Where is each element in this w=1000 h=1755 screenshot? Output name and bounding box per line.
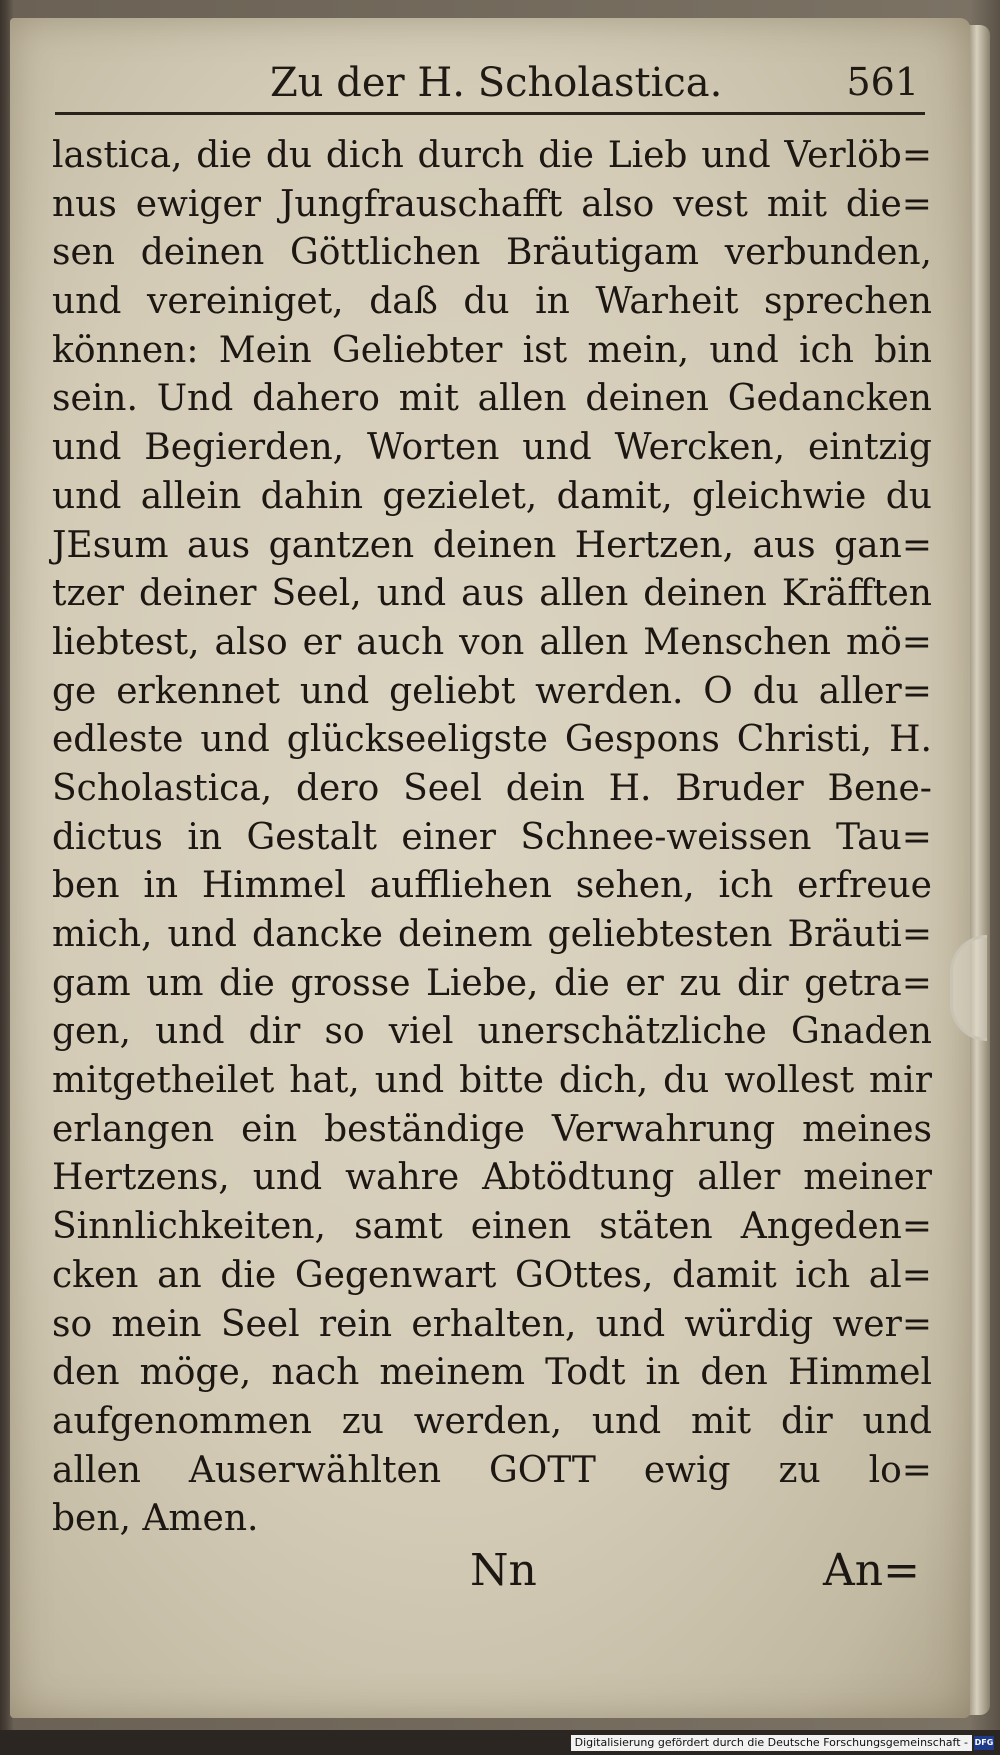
- word: von: [459, 621, 525, 663]
- word: gan=: [834, 524, 932, 566]
- word: und: [52, 475, 122, 517]
- word: glückseeligste: [286, 719, 548, 761]
- word: mir: [869, 1060, 932, 1102]
- word: und: [167, 914, 237, 955]
- word: stäten: [599, 1206, 713, 1248]
- word: sein.: [52, 378, 138, 420]
- word: ich: [799, 329, 854, 371]
- word: Warheit: [595, 281, 739, 323]
- word: und: [701, 135, 771, 176]
- word: O: [703, 670, 733, 712]
- word: Todt: [545, 1352, 626, 1394]
- word: dich: [325, 135, 404, 176]
- body-text: [52, 132, 932, 1544]
- word: Hertzen,: [574, 524, 735, 566]
- word: die: [538, 135, 594, 176]
- word: Geliebter: [331, 329, 503, 371]
- word: und: [52, 427, 122, 469]
- word: also: [214, 621, 288, 663]
- word: einen: [470, 1206, 572, 1248]
- word: Gedancken: [727, 378, 932, 420]
- word: al=: [868, 1254, 932, 1296]
- word: zu: [679, 962, 722, 1004]
- word: mit: [398, 378, 459, 420]
- word: ich: [795, 1254, 851, 1296]
- word: allein: [140, 475, 242, 517]
- word: die: [196, 135, 253, 176]
- text-line: [52, 1057, 932, 1106]
- word: sen: [52, 232, 115, 274]
- word: ich: [718, 865, 774, 907]
- word: aus: [187, 524, 251, 566]
- word: wollest: [724, 1060, 855, 1102]
- text-line: [52, 1349, 932, 1398]
- word: Seel,: [271, 573, 362, 615]
- text-line: [52, 375, 932, 424]
- word: und: [591, 1400, 662, 1442]
- word: gantzen: [268, 524, 415, 566]
- word: werden,: [413, 1400, 563, 1442]
- text-line: [52, 862, 932, 911]
- word: zu: [341, 1400, 384, 1442]
- word: du: [885, 475, 932, 517]
- word: vest: [673, 183, 748, 225]
- word: dahero: [252, 378, 380, 420]
- header-rule: [55, 112, 925, 115]
- word: du: [463, 281, 510, 323]
- word: geliebtesten: [547, 914, 773, 955]
- word: und: [52, 281, 122, 323]
- word: und: [595, 1303, 666, 1345]
- word: dir: [780, 1400, 833, 1442]
- word: und: [299, 670, 370, 712]
- word: den: [700, 1352, 768, 1394]
- word: an: [157, 1254, 202, 1296]
- running-head: Zu der H. Scholastica.: [270, 60, 723, 106]
- word: wahre: [345, 1157, 460, 1199]
- word: Gestalt: [246, 816, 377, 858]
- word: allen: [477, 378, 567, 420]
- word: Wercken,: [614, 427, 786, 469]
- word: Tau=: [835, 816, 932, 858]
- word: können:: [52, 329, 199, 371]
- word: dahin: [260, 475, 364, 517]
- word: die: [218, 962, 275, 1004]
- word: Gegenwart: [294, 1254, 497, 1296]
- word: tzer: [52, 573, 124, 615]
- word: er: [302, 621, 342, 663]
- word: Göttlichen: [290, 232, 481, 274]
- word: ewiger: [135, 183, 261, 225]
- word: dir: [248, 1011, 301, 1053]
- word: Bene-: [827, 767, 932, 809]
- word: erkennet: [116, 670, 280, 712]
- word: Hertzens,: [52, 1157, 230, 1199]
- word: allen: [539, 573, 629, 615]
- word: dero: [296, 767, 380, 809]
- word: in: [187, 816, 223, 858]
- word: getra=: [804, 962, 932, 1004]
- word: Seel: [403, 767, 482, 809]
- word: und: [252, 1157, 323, 1199]
- word: ein: [241, 1108, 298, 1150]
- word: samt: [354, 1206, 443, 1248]
- word: dictus: [52, 816, 163, 858]
- word: Himmel: [201, 865, 346, 907]
- word: H.: [889, 719, 932, 761]
- word: er: [625, 962, 664, 1004]
- word: würdig: [684, 1303, 814, 1345]
- word: Schnee-weissen: [520, 816, 812, 858]
- word: Mein: [218, 329, 312, 371]
- text-line: [52, 619, 932, 668]
- text-line: [52, 1154, 932, 1203]
- word: Worten: [366, 427, 500, 469]
- word: Begierden,: [144, 427, 345, 469]
- word: du: [663, 1060, 710, 1102]
- word: die: [220, 1254, 277, 1296]
- word: nach: [271, 1352, 360, 1394]
- text-line: ben, Amen.: [52, 1498, 259, 1540]
- word: Liebe,: [425, 962, 539, 1004]
- word: erhalten,: [411, 1303, 577, 1345]
- word: aufgenommen: [52, 1400, 312, 1442]
- word: so: [324, 1011, 365, 1053]
- word: aus: [752, 524, 816, 566]
- word: du: [265, 135, 313, 176]
- text-line: [52, 716, 932, 765]
- text-line: [52, 570, 932, 619]
- word: Bräutigam: [506, 232, 699, 274]
- word: aus: [461, 573, 525, 615]
- page-edge: [968, 25, 990, 1715]
- page-number: 561: [846, 60, 919, 104]
- text-line: [52, 473, 932, 522]
- word: du: [752, 670, 799, 712]
- word: dir: [737, 962, 789, 1004]
- word: mich,: [52, 914, 153, 955]
- word: Gnaden: [790, 1011, 932, 1053]
- word: verbunden,: [724, 232, 932, 274]
- word: durch: [417, 135, 525, 176]
- word: und: [522, 427, 592, 469]
- text-line: [52, 1008, 932, 1057]
- word: Lieb: [607, 135, 688, 176]
- word: ge: [52, 670, 97, 712]
- word: deiner: [138, 573, 257, 615]
- word: Und: [156, 378, 234, 420]
- word: damit: [672, 1254, 777, 1296]
- word: meines: [802, 1108, 932, 1150]
- word: aller=: [818, 670, 932, 712]
- word: dich,: [558, 1060, 649, 1102]
- text-line: [52, 181, 932, 230]
- text-line: [52, 814, 932, 863]
- word: allen: [539, 621, 629, 663]
- word: die=: [845, 183, 932, 225]
- word: bin: [874, 329, 932, 371]
- word: dancke: [251, 914, 383, 955]
- word: Auserwählten: [188, 1449, 442, 1491]
- word: mein,: [587, 329, 690, 371]
- word: den: [52, 1352, 120, 1394]
- word: deinem: [398, 914, 533, 955]
- word: mein: [111, 1303, 202, 1345]
- word: erlangen: [52, 1108, 215, 1150]
- word: und: [200, 719, 270, 761]
- word: lo=: [868, 1449, 932, 1491]
- word: Verwahrung: [551, 1108, 776, 1150]
- word: meiner: [803, 1157, 932, 1199]
- text-line: [52, 522, 932, 571]
- word: einer: [401, 816, 496, 858]
- text-line: [52, 1301, 932, 1350]
- text-line: [52, 1203, 932, 1252]
- word: geliebt: [389, 670, 516, 712]
- word: grosse: [290, 962, 411, 1004]
- word: rein: [318, 1303, 393, 1345]
- word: gezielet,: [382, 475, 538, 517]
- word: Gespons: [564, 719, 720, 761]
- word: deinen: [643, 573, 767, 615]
- word: um: [146, 962, 204, 1004]
- page-header: [55, 60, 925, 116]
- word: liebtest,: [52, 621, 200, 663]
- word: JEsum: [52, 524, 169, 566]
- word: beständige: [324, 1108, 525, 1150]
- text-line: [52, 765, 932, 814]
- word: ewig: [643, 1449, 731, 1491]
- word: Verlöb=: [784, 135, 932, 176]
- word: auffliehen: [369, 865, 552, 907]
- text-line: [52, 960, 932, 1009]
- text-line: [52, 327, 932, 376]
- word: also: [581, 183, 655, 225]
- word: daß: [369, 281, 438, 323]
- word: in: [143, 865, 179, 907]
- word: Kräfften: [781, 573, 932, 615]
- word: GOttes,: [515, 1254, 654, 1296]
- word: auch: [356, 621, 445, 663]
- word: hat,: [289, 1060, 360, 1102]
- word: edleste: [52, 719, 184, 761]
- word: ist: [522, 329, 568, 371]
- word: cken: [52, 1254, 139, 1296]
- word: die: [554, 962, 610, 1004]
- word: meinem: [379, 1352, 525, 1394]
- word: Jungfrauschafft: [279, 183, 563, 225]
- word: H.: [608, 767, 652, 809]
- word: gleichwie: [692, 475, 867, 517]
- catchword: An=: [823, 1545, 920, 1596]
- word: eintzig: [807, 427, 932, 469]
- dfg-logo-icon: DFG: [974, 1736, 994, 1750]
- word: mö=: [845, 621, 932, 663]
- word: deinen: [140, 232, 265, 274]
- word: und: [155, 1011, 225, 1053]
- word: sprechen: [764, 281, 932, 323]
- word: sehen,: [575, 865, 695, 907]
- text-line: [52, 1106, 932, 1155]
- word: deinen: [585, 378, 709, 420]
- word: mit: [691, 1400, 752, 1442]
- word: allen: [52, 1449, 141, 1491]
- word: ben: [52, 865, 120, 907]
- word: damit,: [556, 475, 673, 517]
- text-line: [52, 424, 932, 473]
- word: erfreue: [797, 865, 932, 907]
- word: Christi,: [736, 719, 873, 761]
- word: mitgetheilet: [52, 1060, 275, 1102]
- word: und: [374, 1060, 445, 1102]
- word: Menschen: [643, 621, 831, 663]
- text-line: [52, 1447, 932, 1496]
- word: unerschätzliche: [477, 1011, 767, 1053]
- word: Scholastica,: [52, 767, 273, 809]
- word: viel: [388, 1011, 454, 1053]
- text-line: [52, 668, 932, 717]
- word: wer=: [832, 1303, 932, 1345]
- word: mit: [766, 183, 827, 225]
- signature-mark: Nn: [470, 1545, 537, 1596]
- word: deinen: [432, 524, 557, 566]
- word: nus: [52, 183, 117, 225]
- text-line: [52, 911, 932, 960]
- word: Abtödtung: [482, 1157, 675, 1199]
- word: Sinnlichkeiten,: [52, 1206, 326, 1248]
- word: Bräuti=: [787, 914, 932, 955]
- word: vereiniget,: [147, 281, 344, 323]
- text-line: [52, 1398, 932, 1447]
- page-footer: [470, 1545, 920, 1605]
- word: Bruder: [675, 767, 804, 809]
- word: und: [376, 573, 447, 615]
- word: Seel: [220, 1303, 300, 1345]
- word: zu: [778, 1449, 821, 1491]
- text-line: [52, 278, 932, 327]
- word: in: [645, 1352, 681, 1394]
- word: und: [709, 329, 779, 371]
- text-line: [52, 229, 932, 278]
- word: in: [535, 281, 570, 323]
- word: aller: [697, 1157, 781, 1199]
- word: GOTT: [488, 1449, 596, 1491]
- word: bitte: [459, 1060, 544, 1102]
- word: dein: [505, 767, 585, 809]
- word: gen,: [52, 1011, 131, 1053]
- word: Himmel: [787, 1352, 932, 1394]
- word: und: [862, 1400, 932, 1442]
- digitization-credit: Digitalisierung gefördert durch die Deutsche Forschungsgemeinschaft -: [571, 1735, 972, 1751]
- word: so: [52, 1303, 93, 1345]
- word: Angeden=: [740, 1206, 932, 1248]
- word: gam: [52, 962, 131, 1004]
- text-line: [52, 1252, 932, 1301]
- word: möge,: [139, 1352, 252, 1394]
- text-line: [52, 132, 932, 181]
- word: lastica,: [52, 135, 183, 176]
- word: werden.: [535, 670, 684, 712]
